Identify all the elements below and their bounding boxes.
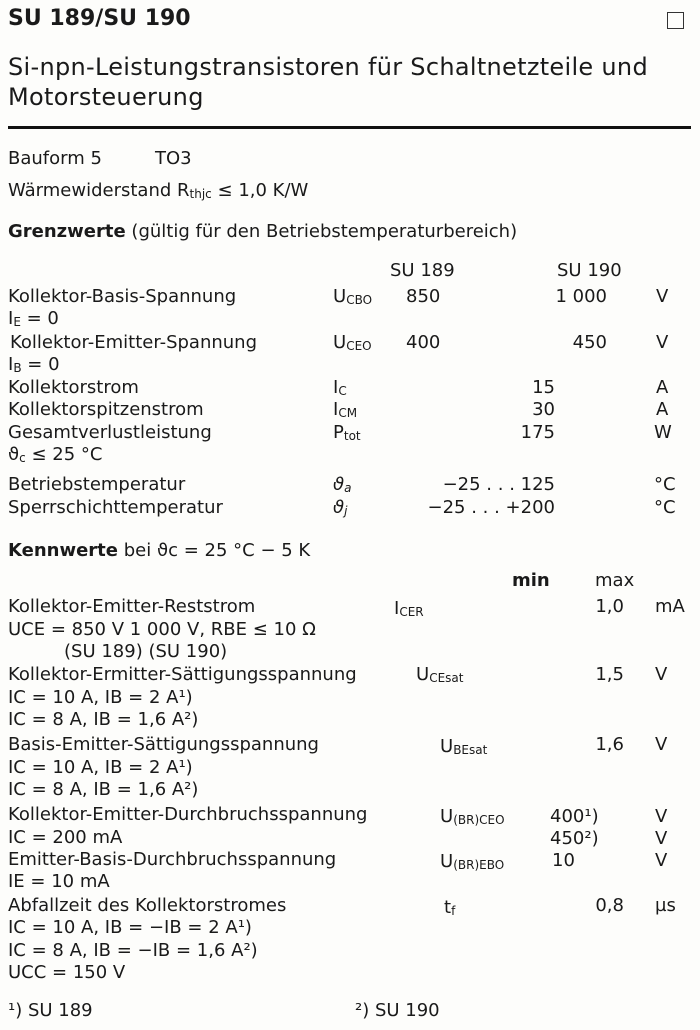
value: −25 . . . 125 [442, 474, 555, 495]
waermewiderstand: Wärmewiderstand Rthjc ≤ 1,0 K/W [8, 180, 309, 201]
unit: V [655, 664, 668, 685]
condition: ϑc ≤ 25 °C [8, 444, 103, 465]
condition: IC = 200 mA [8, 827, 123, 848]
bauform-value: TO3 [155, 148, 192, 169]
label: Gesamtverlustleistung [8, 422, 212, 443]
condition: IC = 8 A, IB = −IB = 1,6 A²) [8, 940, 258, 961]
symbol: UCEO [333, 332, 372, 353]
value-su189: 400 [406, 332, 441, 353]
subtitle-line-1: Si-npn-Leistungstransistoren für Schaltnetzteile und [8, 53, 648, 81]
value-su189: 850 [406, 286, 441, 307]
condition: IB = 0 [8, 354, 60, 375]
kennwerte-heading: Kennwerte bei ϑc = 25 °C − 5 K [8, 540, 311, 561]
label: Abfallzeit des Kollektorstromes [8, 895, 287, 916]
col-su189: SU 189 [390, 260, 455, 281]
unit: V [655, 734, 668, 755]
divider [8, 126, 691, 129]
condition: IC = 8 A, IB = 1,6 A²) [8, 709, 199, 730]
symbol: ICER [394, 598, 424, 619]
label: Kollektorstrom [8, 377, 139, 398]
unit: V [655, 806, 668, 827]
unit: V [656, 286, 669, 307]
label: Betriebstemperatur [8, 474, 186, 495]
max-value: 1,6 [595, 734, 624, 755]
symbol: UCBO [333, 286, 373, 307]
symbol: IC [333, 377, 347, 398]
label: Kollektorspitzenstrom [8, 399, 204, 420]
unit: °C [654, 474, 676, 495]
checkbox-square [667, 12, 684, 29]
symbol: U(BR)CEO [440, 806, 505, 827]
condition: UCC = 150 V [8, 962, 126, 983]
footnote-2: ²) SU 190 [355, 1000, 440, 1021]
condition: IC = 10 A, IB = 2 A¹) [8, 757, 193, 778]
value-su190: 450 [572, 332, 607, 353]
unit: mA [655, 596, 685, 617]
value: 175 [520, 422, 555, 443]
col-su190: SU 190 [557, 260, 622, 281]
symbol: ICM [333, 399, 358, 420]
condition: IE = 0 [8, 308, 59, 329]
label: Kollektor-Emitter-Reststrom [8, 596, 256, 617]
label: Kollektor-Emitter-Spannung [10, 332, 258, 353]
value: 15 [532, 377, 555, 398]
symbol: ϑa [333, 474, 352, 495]
unit: V [655, 850, 668, 871]
label: Emitter-Basis-Durchbruchsspannung [8, 849, 337, 870]
symbol: UCEsat [416, 664, 464, 685]
condition: UCE = 850 V 1 000 V, RBE ≤ 10 Ω [8, 619, 316, 640]
label: Kollektor-Ermitter-Sättigungsspannung [8, 664, 357, 685]
symbol: ϑj [333, 497, 348, 518]
subtitle-line-2: Motorsteuerung [8, 83, 204, 111]
unit: µs [655, 895, 676, 916]
unit: V [656, 332, 669, 353]
value-su190: 1 000 [555, 286, 607, 307]
col-min: min [512, 570, 550, 591]
min-value: 10 [552, 850, 575, 871]
condition: (SU 189) (SU 190) [64, 641, 228, 662]
value: 30 [532, 399, 555, 420]
symbol: tf [444, 897, 456, 918]
condition: IC = 8 A, IB = 1,6 A²) [8, 779, 199, 800]
unit: A [656, 399, 669, 420]
unit: W [654, 422, 672, 443]
bauform-label: Bauform 5 [8, 148, 102, 169]
symbol: UBEsat [440, 736, 488, 757]
col-max: max [595, 570, 635, 591]
label: Sperrschichttemperatur [8, 497, 223, 518]
max-value: 0,8 [595, 895, 624, 916]
symbol: Ptot [333, 422, 361, 443]
condition: IC = 10 A, IB = 2 A¹) [8, 687, 193, 708]
value: −25 . . . +200 [427, 497, 555, 518]
document-title: SU 189/SU 190 [8, 6, 191, 31]
max-value: 1,5 [595, 664, 624, 685]
footnote-1: ¹) SU 189 [8, 1000, 93, 1021]
unit: °C [654, 497, 676, 518]
grenzwerte-heading: Grenzwerte (gültig für den Betriebstemperaturbereich) [8, 221, 518, 242]
symbol: U(BR)EBO [440, 851, 505, 872]
label: Basis-Emitter-Sättigungsspannung [8, 734, 319, 755]
unit: A [656, 377, 669, 398]
min-value: 400¹) [550, 806, 599, 827]
max-value: 1,0 [595, 596, 624, 617]
min-value: 450²) [550, 828, 599, 849]
label: Kollektor-Basis-Spannung [8, 286, 237, 307]
condition: IE = 10 mA [8, 871, 110, 892]
condition: IC = 10 A, IB = −IB = 2 A¹) [8, 917, 252, 938]
label: Kollektor-Emitter-Durchbruchsspannung [8, 804, 368, 825]
unit: V [655, 828, 668, 849]
